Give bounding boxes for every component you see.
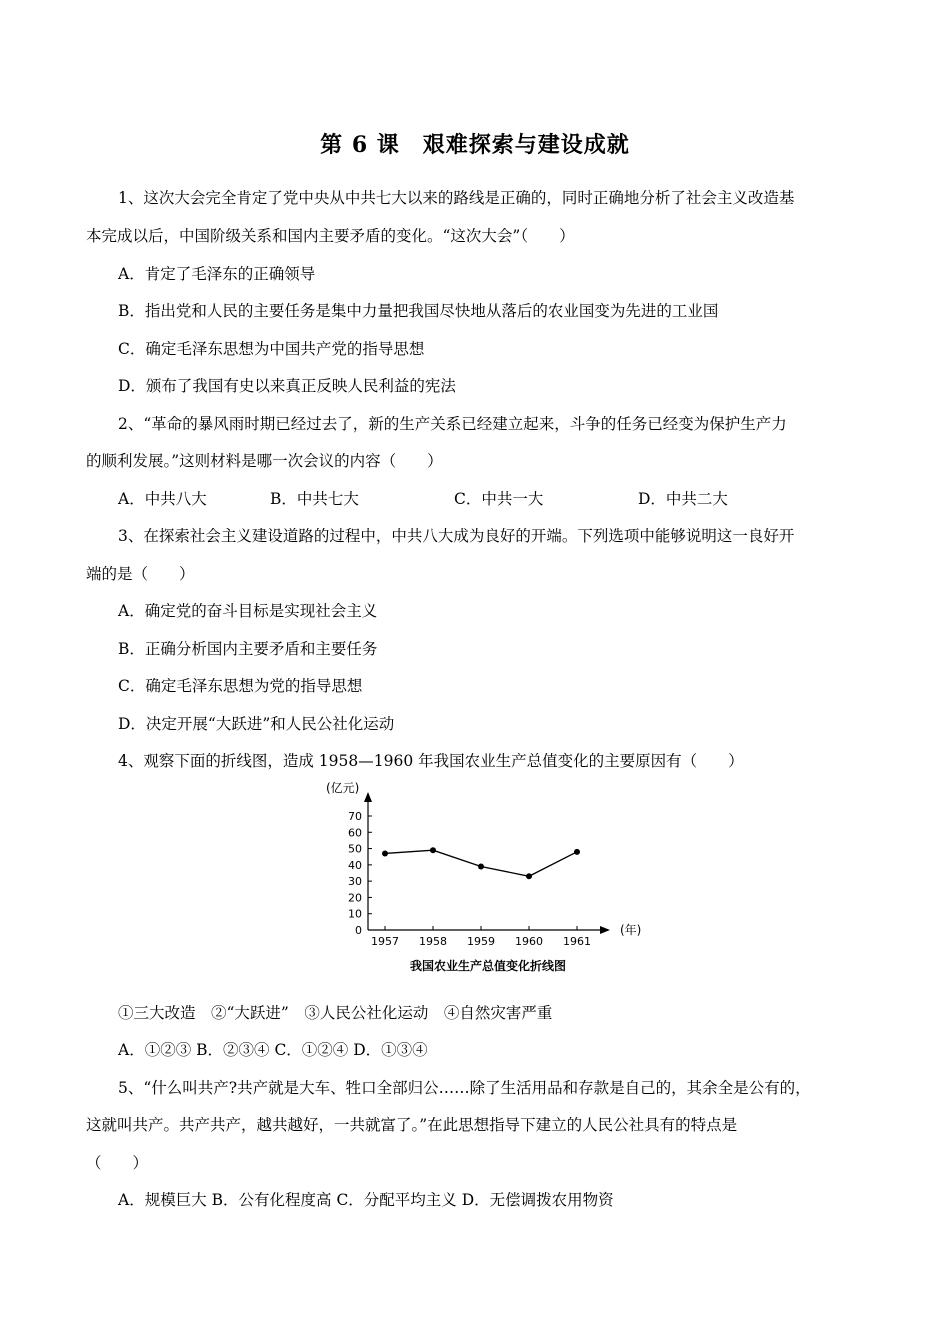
series-line	[385, 850, 577, 876]
y-tick-label: 40	[348, 858, 362, 872]
data-point	[382, 850, 388, 856]
page-title: 第 6 课 艰难探索与建设成就	[320, 132, 630, 158]
q3-option-d: D．决定开展“大跃进”和人民公社化运动	[118, 715, 395, 733]
q3-stem-line1: 3、在探索社会主义建设道路的过程中，中共八大成为良好的开端。下列选项中能够说明这一良好开	[118, 527, 795, 545]
q1-stem-line1: 1、这次大会完全肯定了党中央从中共七大以来的路线是正确的，同时正确地分析了社会主义改造基	[118, 189, 795, 207]
data-point	[430, 847, 436, 853]
data-point	[526, 873, 532, 879]
x-axis-arrow	[600, 926, 610, 934]
q2-options	[118, 489, 898, 509]
chart-axes	[364, 792, 610, 934]
q2-stem-line1: 2、“革命的暴风雨时期已经过去了，新的生产关系已经建立起来，斗争的任务已经变为保护生产力	[118, 415, 787, 433]
x-tick-label: 1957	[371, 935, 399, 948]
y-tick-label: 30	[348, 875, 362, 889]
y-tick-label: 60	[348, 826, 362, 840]
q2-option-d: D．中共二大	[638, 490, 728, 508]
y-tick-label: 10	[348, 907, 362, 921]
y-axis-arrow	[364, 792, 372, 802]
x-tick-label: 1961	[563, 935, 591, 948]
q2-option-c: C．中共一大	[454, 490, 544, 508]
q3-option-a: A．确定党的奋斗目标是实现社会主义	[118, 602, 378, 620]
q5-options: A．规模巨大 B．公有化程度高 C．分配平均主义 D．无偿调拨农用物资	[118, 1191, 614, 1209]
y-tick-label: 50	[348, 842, 362, 856]
chart-x-ticks	[371, 926, 591, 948]
chart-title: 我国农业生产总值变化折线图	[409, 959, 567, 973]
q2-option-b: B．中共七大	[270, 490, 359, 508]
x-tick-label: 1958	[419, 935, 447, 948]
agriculture-line-chart	[318, 778, 658, 978]
q4-options: A．①②③ B．②③④ C．①②④ D．①③④	[118, 1041, 428, 1059]
q2-option-a: A．中共八大	[118, 490, 207, 508]
q2-stem-line2: 的顺利发展。”这则材料是哪一次会议的内容（ ）	[86, 452, 443, 470]
chart-x-axis-label: (年)	[620, 923, 642, 937]
y-tick-label: 20	[348, 891, 362, 905]
x-tick-label: 1960	[515, 935, 543, 948]
chart-y-axis-label: (亿元)	[326, 781, 360, 795]
data-point	[478, 863, 484, 869]
q3-stem-line2: 端的是（ ）	[86, 565, 195, 583]
q4-stem: 4、观察下面的折线图，造成 1958—1960 年我国农业生产总值变化的主要原因有（ ）	[118, 752, 744, 770]
y-tick-label: 0	[355, 924, 362, 937]
q1-stem-line2: 本完成以后，中国阶级关系和国内主要矛盾的变化。“这次大会”（ ）	[86, 227, 575, 245]
chart-series	[382, 847, 580, 879]
q1-option-d: D．颁布了我国有史以来真正反映人民利益的宪法	[118, 377, 456, 395]
q3-option-c: C．确定毛泽东思想为党的指导思想	[118, 677, 363, 695]
q1-option-c: C．确定毛泽东思想为中国共产党的指导思想	[118, 340, 425, 358]
x-tick-label: 1959	[467, 935, 495, 948]
q5-stem-line3: （ ）	[86, 1154, 149, 1172]
q5-stem-line2: 这就叫共产。共产共产，越共越好，一共就富了。”在此思想指导下建立的人民公社具有的特点是	[86, 1116, 738, 1134]
q4-items: ①三大改造 ②“大跃进” ③人民公社化运动 ④自然灾害严重	[118, 1004, 553, 1022]
q1-option-a: A．肯定了毛泽东的正确领导	[118, 265, 316, 283]
y-tick-label: 70	[348, 810, 362, 823]
q3-option-b: B．正确分析国内主要矛盾和主要任务	[118, 640, 378, 658]
q5-stem-line1: 5、“什么叫共产?共产就是大车、牲口全部归公……除了生活用品和存款是自己的，其余全是公有的，	[118, 1079, 811, 1097]
data-point	[574, 849, 580, 855]
q1-option-b: B．指出党和人民的主要任务是集中力量把我国尽快地从落后的农业国变为先进的工业国	[118, 302, 719, 320]
